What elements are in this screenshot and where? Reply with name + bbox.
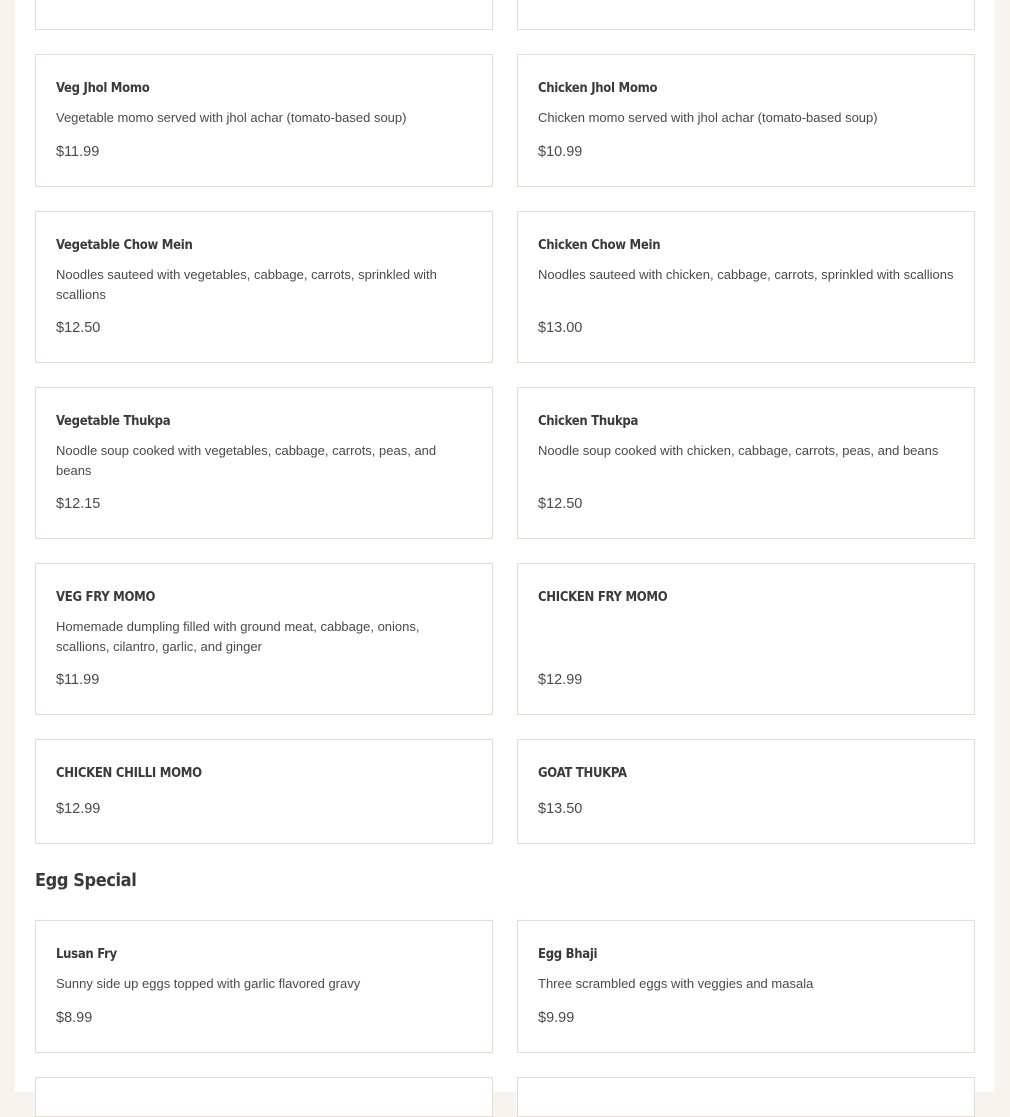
- menu-item-chicken-thukpa[interactable]: [517, 387, 975, 539]
- item-name: CHICKEN FRY MOMO: [538, 590, 668, 605]
- menu-item-lusan-fry[interactable]: [35, 920, 493, 1053]
- menu-item-card-partial[interactable]: [517, 0, 975, 30]
- item-price: $12.50: [538, 496, 583, 512]
- item-price: $9.99: [538, 1010, 575, 1026]
- section-title-egg-special: Egg Special: [35, 870, 137, 891]
- menu-item-veg-fry-momo[interactable]: [35, 563, 493, 715]
- item-description: Noodles sauteed with vegetables, cabbage, carrots, sprinkled with scallions: [56, 267, 437, 302]
- menu-item-chicken-chilli-momo[interactable]: [35, 739, 493, 844]
- item-price: $12.15: [56, 496, 101, 512]
- item-name: Chicken Thukpa: [538, 414, 639, 429]
- menu-item-card-partial[interactable]: [517, 1077, 975, 1117]
- item-description: Homemade dumpling filled with ground meat, cabbage, onions, scallions, cilantro, garlic, and ginger: [56, 619, 420, 654]
- item-name: Egg Bhaji: [538, 947, 598, 962]
- menu-item-card-partial[interactable]: [35, 1077, 493, 1117]
- item-price: $10.99: [538, 144, 583, 160]
- menu-item-vegetable-thukpa[interactable]: [35, 387, 493, 539]
- item-price: $12.50: [56, 320, 101, 336]
- item-name: Lusan Fry: [56, 947, 117, 962]
- item-description: Noodle soup cooked with chicken, cabbage, carrots, peas, and beans: [538, 443, 939, 458]
- menu-item-egg-bhaji[interactable]: [517, 920, 975, 1053]
- item-description: Sunny side up eggs topped with garlic flavored gravy: [56, 976, 361, 991]
- item-price: $13.50: [538, 801, 583, 817]
- item-description: Vegetable momo served with jhol achar (tomato-based soup): [56, 110, 407, 125]
- item-name: GOAT THUKPA: [538, 766, 627, 781]
- item-name: Chicken Chow Mein: [538, 238, 661, 253]
- menu-item-goat-thukpa[interactable]: [517, 739, 975, 844]
- item-price: $12.99: [538, 672, 583, 688]
- menu-item-vegetable-chow-mein[interactable]: [35, 211, 493, 363]
- menu-item-chicken-fry-momo[interactable]: [517, 563, 975, 715]
- menu-page: [15, 0, 995, 1092]
- item-price: $8.99: [56, 1010, 93, 1026]
- item-description: Noodle soup cooked with vegetables, cabbage, carrots, peas, and beans: [56, 443, 437, 478]
- item-description: Noodles sauteed with chicken, cabbage, carrots, sprinkled with scallions: [538, 267, 954, 282]
- item-price: $11.99: [56, 672, 100, 688]
- menu-item-card-partial[interactable]: [35, 0, 493, 30]
- item-name: Veg Jhol Momo: [56, 81, 150, 96]
- item-name: Vegetable Thukpa: [56, 414, 171, 429]
- menu-item-veg-jhol-momo[interactable]: [35, 54, 493, 187]
- item-price: $11.99: [56, 144, 100, 160]
- item-description: Chicken momo served with jhol achar (tomato-based soup): [538, 110, 878, 125]
- item-price: $12.99: [56, 801, 101, 817]
- menu-item-chicken-jhol-momo[interactable]: [517, 54, 975, 187]
- item-name: CHICKEN CHILLI MOMO: [56, 766, 202, 781]
- item-description: Three scrambled eggs with veggies and masala: [538, 976, 814, 991]
- item-name: Chicken Jhol Momo: [538, 81, 658, 96]
- item-name: VEG FRY MOMO: [56, 590, 156, 605]
- menu-item-chicken-chow-mein[interactable]: [517, 211, 975, 363]
- item-name: Vegetable Chow Mein: [56, 238, 193, 253]
- item-price: $13.00: [538, 320, 583, 336]
